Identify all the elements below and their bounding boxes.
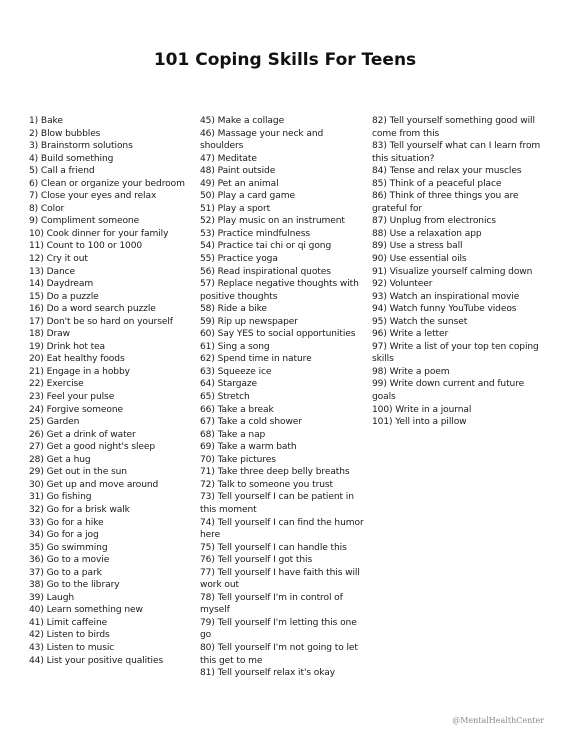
list-item: 9) Compliment someone [29, 216, 140, 227]
list-item: 13) Dance [29, 266, 76, 277]
list-item: 15) Do a puzzle [29, 291, 99, 302]
list-item: 39) Laugh [29, 592, 75, 603]
list-item: 24) Forgive someone [29, 404, 124, 415]
list-item: 73) Tell yourself I can be patient in this moment [200, 492, 354, 515]
list-item: 50) Play a card game [200, 191, 295, 202]
list-column-1 [29, 115, 189, 667]
list-item: 2) Blow bubbles [29, 128, 101, 139]
list-item: 25) Garden [29, 417, 80, 428]
list-item: 69) Take a warm bath [200, 442, 297, 453]
list-item: 59) Rip up newspaper [200, 316, 298, 327]
list-item: 75) Tell yourself I can handle this [200, 542, 347, 553]
list-item: 18) Draw [29, 329, 70, 340]
list-item: 56) Read inspirational quotes [200, 266, 331, 277]
list-item: 29) Get out in the sun [29, 467, 127, 478]
list-item: 62) Spend time in nature [200, 354, 312, 365]
list-item: 67) Take a cold shower [200, 417, 302, 428]
list-item: 68) Take a nap [200, 429, 266, 440]
list-item: 99) Write down current and future goals [372, 379, 525, 403]
list-item: 53) Practice mindfulness [200, 228, 311, 239]
list-item: 16) Do a word search puzzle [29, 304, 156, 315]
list-item: 11) Count to 100 or 1000 [29, 241, 143, 252]
list-item: 95) Watch the sunset [372, 316, 468, 327]
list-item: 33) Go for a hike [29, 517, 104, 528]
list-item: 92) Volunteer [372, 279, 433, 290]
list-item: 87) Unplug from electronics [372, 216, 496, 227]
list-item: 36) Go to a movie [29, 555, 110, 566]
list-item: 38) Go to the library [29, 580, 120, 591]
list-item: 98) Write a poem [372, 366, 450, 377]
list-item: 3) Brainstorm solutions [29, 141, 133, 152]
list-item: 12) Cry it out [29, 254, 88, 265]
list-item: 46) Massage your neck and shoulders [200, 128, 324, 152]
list-item: 37) Go to a park [29, 567, 102, 578]
list-item: 10) Cook dinner for your family [29, 228, 169, 239]
list-item: 8) Color [29, 203, 65, 214]
list-item: 70) Take pictures [200, 454, 276, 465]
list-item: 22) Exercise [29, 379, 84, 390]
list-item: 42) Listen to birds [29, 630, 110, 641]
list-item: 52) Play music on an instrument [200, 216, 345, 227]
list-item: 94) Watch funny YouTube videos [372, 304, 517, 315]
list-item: 101) Yell into a pillow [372, 417, 467, 428]
list-item: 78) Tell yourself I'm in control of myself [200, 592, 343, 616]
list-item: 5) Call a friend [29, 166, 95, 177]
list-item: 89) Use a stress ball [372, 241, 463, 252]
list-item: 58) Ride a bike [200, 304, 267, 315]
list-item: 77) Tell yourself I have faith this will work out [200, 567, 360, 591]
list-item: 4) Build something [29, 153, 114, 164]
list-item: 76) Tell yourself I got this [200, 555, 313, 566]
list-item: 66) Take a break [200, 404, 274, 415]
list-item: 82) Tell yourself something good will come from this [372, 116, 535, 139]
list-item: 20) Eat healthy foods [29, 354, 125, 365]
list-item: 47) Meditate [200, 153, 257, 164]
list-item: 26) Get a drink of water [29, 429, 136, 440]
list-item: 97) Write a list of your top ten coping skills [372, 341, 539, 365]
list-item: 60) Say YES to social opportunities [200, 329, 356, 340]
list-item: 6) Clean or organize your bedroom [29, 178, 185, 189]
list-item: 96) Write a letter [372, 329, 449, 340]
list-item: 65) Stretch [200, 392, 250, 403]
list-item: 1) Bake [29, 116, 63, 126]
list-item: 32) Go for a brisk walk [29, 504, 130, 515]
list-item: 74) Tell yourself I can find the humor here [200, 517, 364, 541]
list-item: 7) Close your eyes and relax [29, 191, 157, 202]
list-item: 63) Squeeze ice [200, 366, 272, 377]
list-item: 64) Stargaze [200, 379, 258, 390]
list-item: 72) Talk to someone you trust [200, 479, 333, 490]
list-item: 23) Feel your pulse [29, 392, 115, 403]
list-item: 30) Get up and move around [29, 479, 159, 490]
list-item: 44) List your positive qualities [29, 655, 164, 666]
list-item: 54) Practice tai chi or qi gong [200, 241, 332, 252]
list-item: 71) Take three deep belly breaths [200, 467, 350, 478]
list-item: 27) Get a good night's sleep [29, 442, 156, 453]
list-item: 51) Play a sport [200, 203, 271, 214]
list-item: 90) Use essential oils [372, 254, 467, 265]
list-item: 49) Pet an animal [200, 178, 279, 189]
list-item: 48) Paint outside [200, 166, 276, 177]
list-item: 14) Daydream [29, 279, 94, 290]
list-item: 61) Sing a song [200, 341, 270, 352]
list-item: 40) Learn something new [29, 605, 143, 616]
list-item: 93) Watch an inspirational movie [372, 291, 520, 302]
list-item: 45) Make a collage [200, 116, 285, 126]
watermark: @MentalHealthCenter [452, 716, 544, 725]
list-item: 34) Go for a jog [29, 530, 99, 541]
list-item: 21) Engage in a hobby [29, 366, 130, 377]
list-item: 84) Tense and relax your muscles [372, 166, 522, 177]
list-item: 91) Visualize yourself calming down [372, 266, 533, 277]
list-item: 35) Go swimming [29, 542, 108, 553]
list-item: 86) Think of three things you are grateful for [372, 191, 519, 214]
list-item: 81) Tell yourself relax it's okay [200, 668, 336, 679]
list-item: 19) Drink hot tea [29, 341, 106, 352]
list-item: 85) Think of a peaceful place [372, 178, 502, 189]
list-item: 28) Get a hug [29, 454, 91, 465]
list-item: 43) Listen to music [29, 642, 115, 653]
list-column-3 [372, 115, 547, 429]
list-item: 57) Replace negative thoughts with positive thoughts [200, 279, 359, 302]
list-column-2 [200, 115, 365, 680]
list-item: 31) Go fishing [29, 492, 92, 503]
list-item: 55) Practice yoga [200, 254, 278, 265]
list-item: 41) Limit caffeine [29, 617, 108, 628]
list-item: 79) Tell yourself I'm letting this one go [200, 617, 357, 641]
list-item: 83) Tell yourself what can I learn from this situation? [372, 141, 541, 164]
list-item: 88) Use a relaxation app [372, 228, 482, 239]
list-item: 17) Don't be so hard on yourself [29, 316, 173, 327]
list-item: 80) Tell yourself I'm not going to let this get to me [200, 642, 358, 666]
page-title: 101 Coping Skills For Teens [153, 50, 417, 70]
list-item: 100) Write in a journal [372, 404, 472, 415]
